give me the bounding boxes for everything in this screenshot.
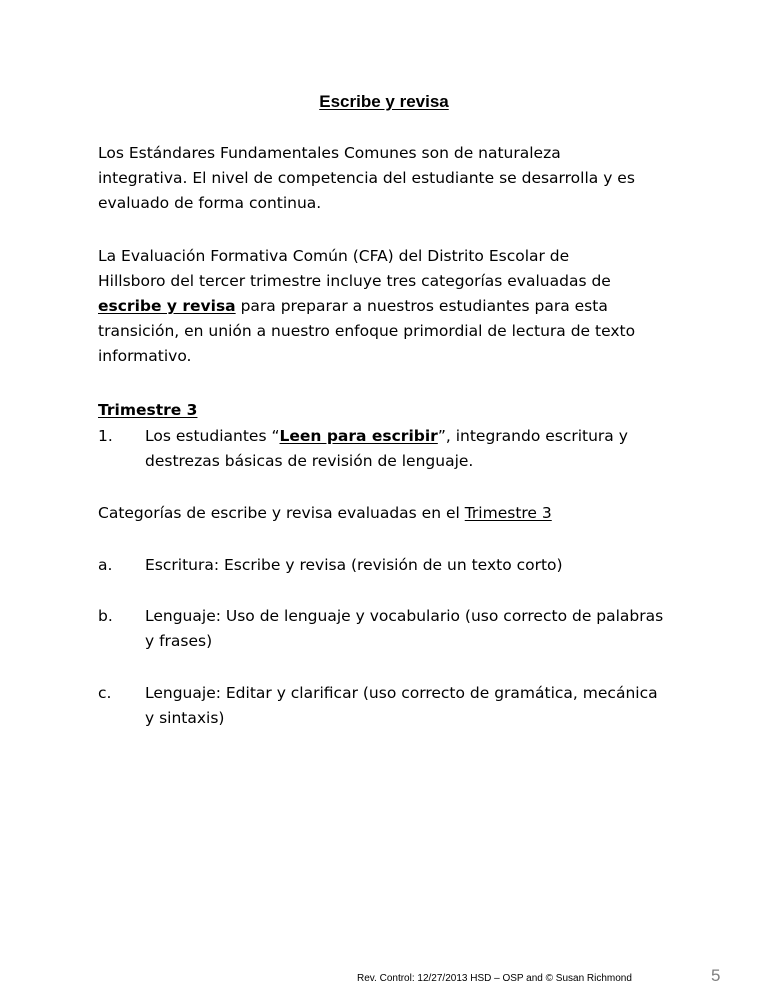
- item1-after: ”, integrando escritura y destrezas básicas de revisión de lenguaje.: [145, 427, 628, 470]
- categories-line-underlined: Trimestre 3: [464, 504, 552, 522]
- item-marker: c.: [98, 684, 112, 702]
- item-content: Escritura: Escribe y revisa (revisión de un texto corto): [145, 556, 563, 574]
- item-content: [145, 424, 670, 474]
- intro-paragraph: Los Estándares Fundamentales Comunes son de naturaleza integrativa. El nivel de competencia del estudiante se desarrolla y es evaluado de forma continua.: [98, 144, 635, 212]
- item-marker: 1.: [98, 427, 113, 445]
- item-content: Lenguaje: Uso de lenguaje y vocabulario (uso correcto de palabras y frases): [145, 607, 664, 650]
- categories-line-before: Categorías de escribe y revisa evaluadas en el: [98, 504, 465, 522]
- footer-revision-control: Rev. Control: 12/27/2013 HSD – OSP and © Susan Richmond: [357, 973, 632, 984]
- item1-emphasis: Leen para escribir: [279, 427, 438, 445]
- cfa-paragraph-emphasis: escribe y revisa: [98, 297, 236, 315]
- cfa-paragraph: [98, 244, 638, 369]
- page-number: 5: [711, 966, 721, 985]
- item-content: Lenguaje: Editar y clarificar (uso correcto de gramática, mecánica y sintaxis): [145, 684, 658, 727]
- item-marker: a.: [98, 556, 113, 574]
- trimester-heading: Trimestre 3: [98, 401, 198, 419]
- page-title: Escribe y revisa: [319, 92, 449, 111]
- categories-line: [98, 501, 658, 526]
- item1-before: Los estudiantes “: [145, 427, 280, 445]
- cfa-paragraph-after: para preparar a nuestros estudiantes para esta transición, en unión a nuestro enfoque primordial de lectura de texto informativo.: [98, 297, 636, 365]
- cfa-paragraph-before: La Evaluación Formativa Común (CFA) del Distrito Escolar de Hillsboro del tercer trimestre incluye tres categorías evaluadas de: [98, 247, 611, 290]
- item-marker: b.: [98, 607, 113, 625]
